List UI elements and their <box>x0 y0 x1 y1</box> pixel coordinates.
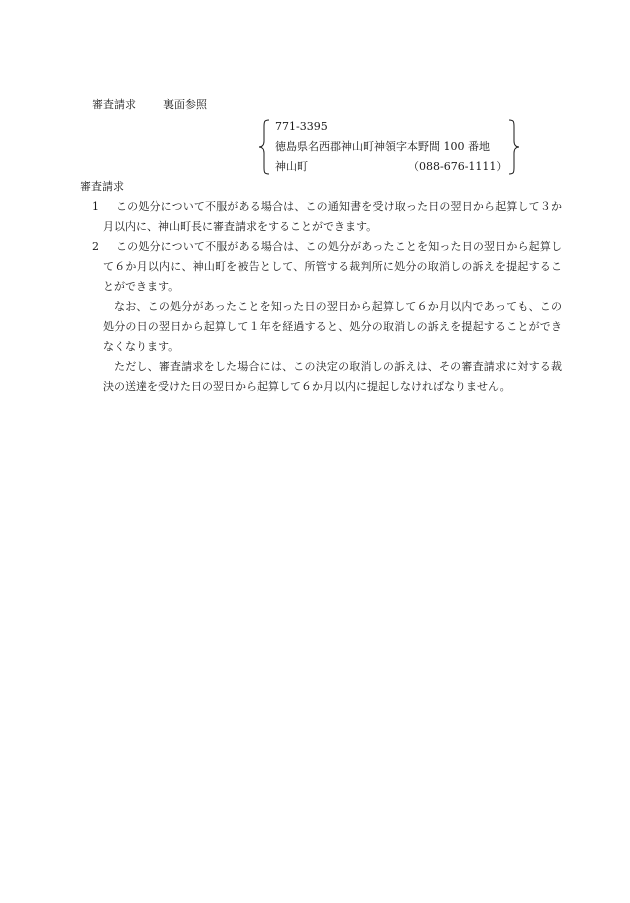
right-brace-icon <box>508 117 520 177</box>
item-text: この処分について不服がある場合は、この通知書を受け取った日の翌日から起算して３か月以内に、神山町長に審査請求をすることができます。 <box>103 200 562 233</box>
phone-number: （088-676-1111） <box>408 160 508 173</box>
item-text: この処分について不服がある場合は、この処分があったことを知った日の翌日から起算して６か月以内に、神山町を被告として、所管する裁判所に処分の取消しの訴えを提起することができます。 <box>103 240 562 293</box>
header-reference: 裏面参照 <box>163 98 207 111</box>
left-brace-icon <box>258 117 270 177</box>
item-number: 2 <box>92 240 99 253</box>
section-title: 審査請求 <box>80 180 124 193</box>
street-address: 徳島県名西郡神山町神領字本野間 100 番地 <box>275 140 490 153</box>
item-number: 1 <box>92 200 99 213</box>
note-paragraph: ただし、審査請求をした場合には、この決定の取消しの訴えは、その審査請求に対する裁決の送達を受けた日の翌日から起算して６か月以内に提起しなければなりません。 <box>103 360 562 393</box>
postal-code: 771-3395 <box>275 120 328 133</box>
header-label: 審査請求 <box>92 98 136 111</box>
list-item <box>92 197 562 237</box>
address-block <box>258 117 520 177</box>
list-item <box>92 237 562 297</box>
office-name: 神山町 <box>275 160 308 173</box>
note-paragraph: なお、この処分があったことを知った日の翌日から起算して６か月以内であっても、この処分の日の翌日から起算して１年を経過すると、処分の取消しの訴えを提起することができなくなります。 <box>103 300 562 353</box>
